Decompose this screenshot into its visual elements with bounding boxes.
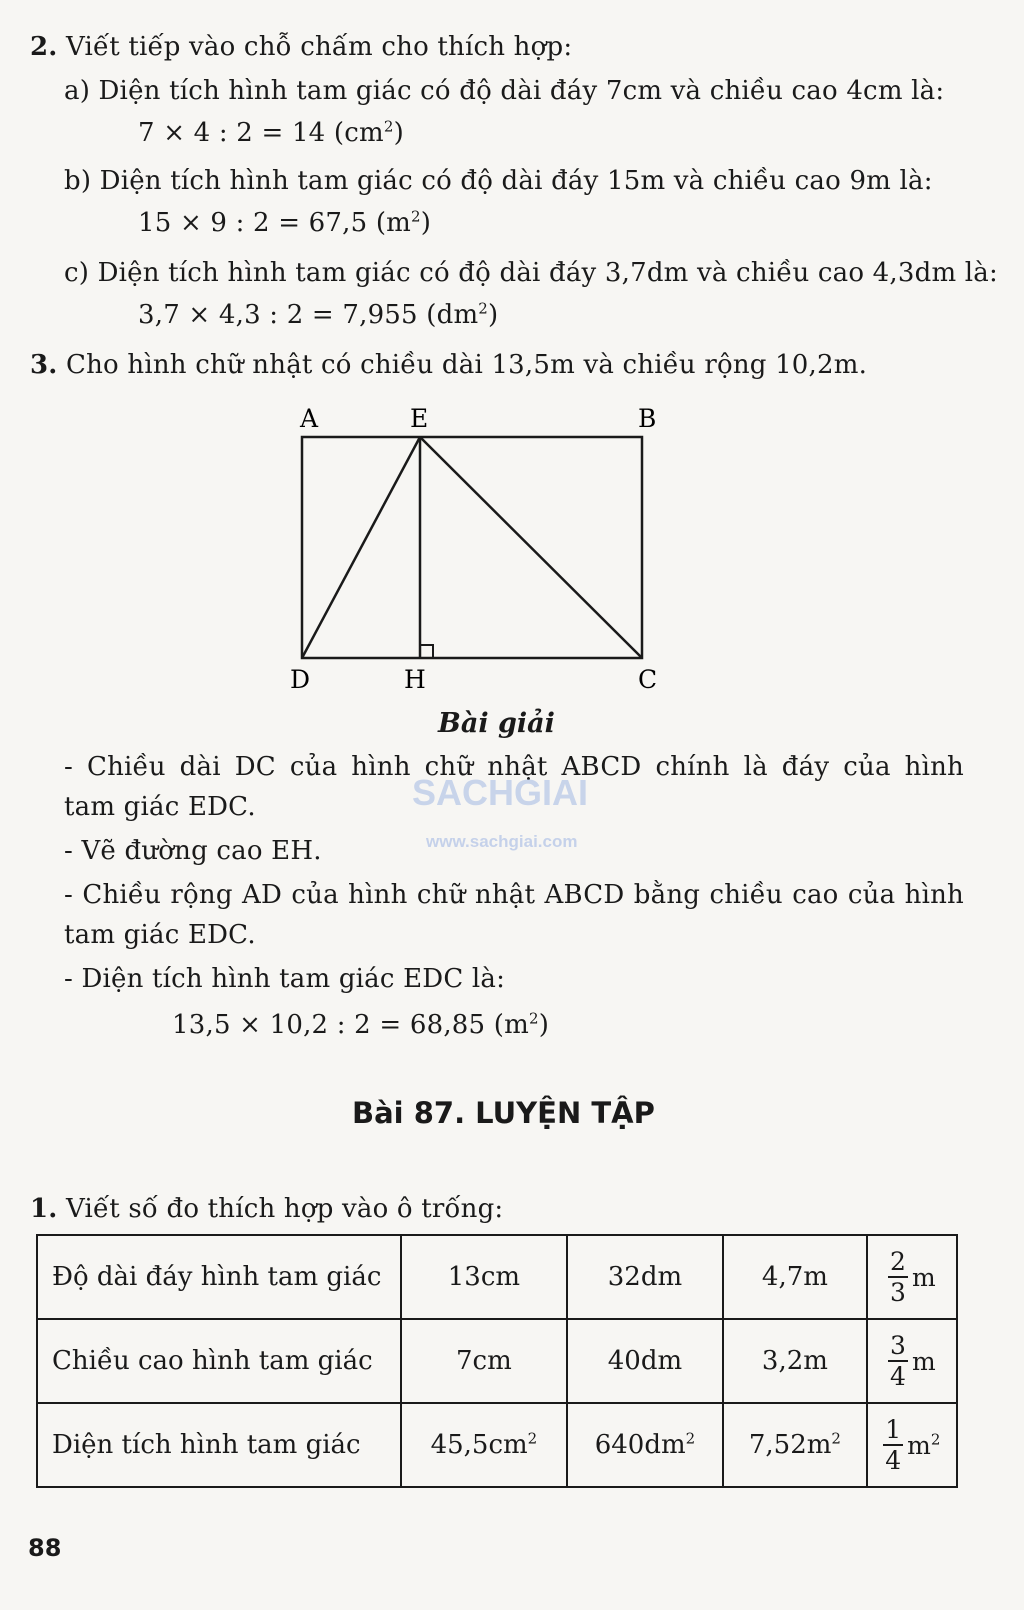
table-cell-fraction: $\frac{1}{4}$ $m^2$ xyxy=(867,1403,957,1487)
solution-title: Bài giải xyxy=(438,708,555,739)
watermark-brand: SACHGIAI xyxy=(412,772,589,813)
solution-line-3b: tam giác EDC. xyxy=(64,920,256,950)
solution-line-1a: - Chiều dài DC của hình chữ nhật ABCD chính là đáy của hình xyxy=(64,752,964,782)
page-number: 88 xyxy=(28,1534,62,1562)
fraction: $\frac{2}{3}$ xyxy=(890,1247,906,1307)
exercise-2c-question: c) Diện tích hình tam giác có độ dài đáy 3,7dm và chiều cao 4,3dm là: xyxy=(64,258,998,288)
exercise-2a-answer: 7 × 4 : 2 = 14 $(cm^2)$ xyxy=(138,117,404,148)
segment-ec xyxy=(420,437,642,658)
exercise-2-text: Viết tiếp vào chỗ chấm cho thích hợp: xyxy=(66,32,573,62)
table-cell: $45,5cm^2$ xyxy=(401,1403,567,1487)
table-cell-fraction: $\frac{2}{3}$ m xyxy=(867,1235,957,1319)
label-h: H xyxy=(404,665,426,694)
row-label: Chiều cao hình tam giác xyxy=(37,1319,401,1403)
table-row xyxy=(37,1235,957,1319)
solution-line-1b: tam giác EDC. xyxy=(64,792,256,822)
exercise-2c-answer: 3,7 × 4,3 : 2 = 7,955 $(dm^2)$ xyxy=(138,299,499,330)
right-angle-mark xyxy=(420,645,433,658)
segment-ed xyxy=(302,437,420,658)
label-b: B xyxy=(638,404,657,433)
table-cell: 40dm xyxy=(567,1319,723,1403)
exercise-2-number: 2. xyxy=(30,32,58,62)
exercise-1-number: 1. xyxy=(30,1194,58,1224)
table-row xyxy=(37,1319,957,1403)
exercise-1-title xyxy=(30,1194,503,1224)
exercise-2b-answer: 15 × 9 : 2 = 67,5 $(m^2)$ xyxy=(138,207,432,238)
exercise-3-number: 3. xyxy=(30,350,58,380)
table-cell: $640dm^2$ xyxy=(567,1403,723,1487)
exercise-2b-question: b) Diện tích hình tam giác có độ dài đáy 15m và chiều cao 9m là: xyxy=(64,166,933,196)
label-e: E xyxy=(410,404,429,433)
fraction: $\frac{3}{4}$ xyxy=(890,1331,906,1391)
table-cell: 13cm xyxy=(401,1235,567,1319)
solution-line-4: - Diện tích hình tam giác EDC là: xyxy=(64,964,506,994)
solution-line-3a: - Chiều rộng AD của hình chữ nhật ABCD bằng chiều cao của hình xyxy=(64,880,964,910)
row-label: Diện tích hình tam giác xyxy=(37,1403,401,1487)
table-cell: 32dm xyxy=(567,1235,723,1319)
exercise-1-text: Viết số đo thích hợp vào ô trống: xyxy=(66,1194,504,1224)
table-row xyxy=(37,1403,957,1487)
rectangle-abcd xyxy=(302,437,642,658)
table-cell: $7,52m^2$ xyxy=(723,1403,867,1487)
solution-calculation: 13,5 × 10,2 : 2 = 68,85 $(m^2)$ xyxy=(172,1009,550,1040)
label-a: A xyxy=(300,404,319,433)
table-cell: 3,2m xyxy=(723,1319,867,1403)
exercise-3-text: Cho hình chữ nhật có chiều dài 13,5m và chiều rộng 10,2m. xyxy=(66,350,868,380)
exercise-2a-question: a) Diện tích hình tam giác có độ dài đáy 7cm và chiều cao 4cm là: xyxy=(64,76,945,106)
watermark-url: www.sachgiai.com xyxy=(426,832,578,851)
label-d: D xyxy=(290,665,311,694)
lesson-title: Bài 87. LUYỆN TẬP xyxy=(352,1096,655,1130)
table-cell: 7cm xyxy=(401,1319,567,1403)
table-cell: 4,7m xyxy=(723,1235,867,1319)
measurement-table xyxy=(36,1234,958,1488)
fraction: $\frac{1}{4}$ xyxy=(885,1415,902,1475)
solution-line-2: - Vẽ đường cao EH. xyxy=(64,836,322,866)
label-c: C xyxy=(638,665,658,694)
rectangle-figure xyxy=(0,0,1024,700)
row-label: Độ dài đáy hình tam giác xyxy=(37,1235,401,1319)
table-cell-fraction: $\frac{3}{4}$ m xyxy=(867,1319,957,1403)
